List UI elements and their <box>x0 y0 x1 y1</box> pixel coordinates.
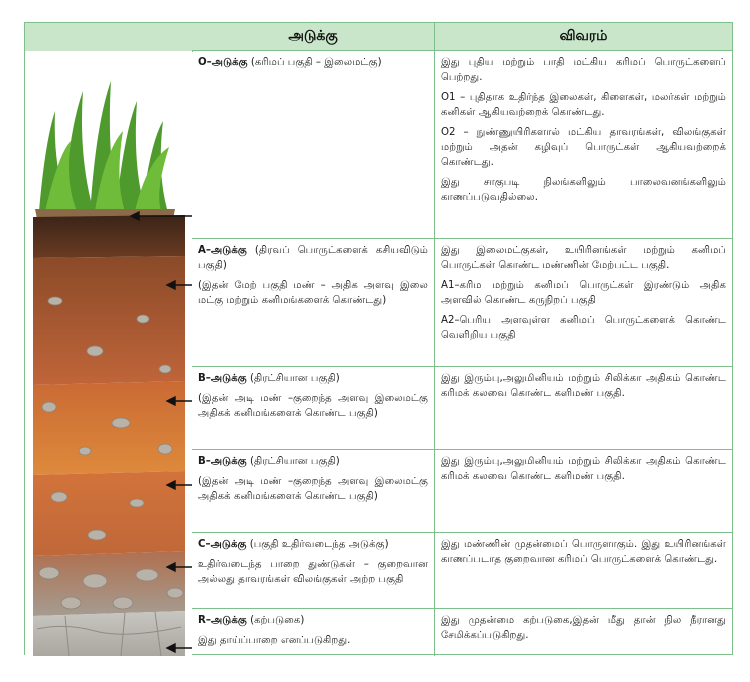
description-paragraph: O1 – புதிதாக உதிர்ந்த இலைகள், கிளைகள், மலர்கள் மற்றும் கனிகள் ஆகியவற்றைக் கொண்டது. <box>441 92 726 118</box>
header-description: விவரம் <box>435 23 732 51</box>
row-r-horizon <box>192 609 732 656</box>
description-cell <box>435 51 732 238</box>
description-paragraph: A1–கரிம மற்றும் கனிமப் பொருட்கள் இரண்டும் அதிக அளவில் கொண்ட கருநிறப் பகுதி <box>441 280 726 306</box>
layer-detail: இது தாய்ப்பாறை எனப்படுகிறது. <box>198 635 351 646</box>
description-paragraph: இது புதிய மற்றும் பாதி மட்கிய கரிமப் பொருட்களைப் பெற்றது. <box>441 57 726 83</box>
layer-subtitle: (கரிமப் பகுதி – இலைமட்கு) <box>247 57 382 68</box>
layer-name: A–அடுக்கு <box>198 245 247 256</box>
layer-name: R–அடுக்கு <box>198 615 247 626</box>
row-b-horizon-upper <box>192 367 732 450</box>
row-o-horizon <box>192 51 732 239</box>
soil-profile-illustration <box>25 51 192 656</box>
layer-cell <box>192 239 435 366</box>
layer-subtitle: (திரவப் பொருட்களைக் கசியவிடும் பகுதி) <box>198 245 428 271</box>
o-horizon <box>33 215 185 258</box>
layer-detail: (இதன் அடி மண் –குறைந்த அளவு இலைமட்கு அதிகக் கனிமங்களைக் கொண்ட பகுதி) <box>198 476 428 502</box>
layer-name: C–அடுக்கு <box>198 539 247 550</box>
layer-cell <box>192 533 435 608</box>
layer-subtitle: (திரட்சியான பகுதி) <box>246 373 340 384</box>
row-c-horizon <box>192 533 732 609</box>
row-b-horizon-lower <box>192 450 732 533</box>
c-horizon <box>33 551 185 616</box>
description-paragraph: இது சாகுபடி நிலங்களிலும் பாலைவனங்களிலும் காணப்படுவதில்லை. <box>441 177 726 203</box>
layer-cell <box>192 450 435 532</box>
layer-detail: (இதன் மேற் பகுதி மண் – அதிக அளவு இலை மட்கு மற்றும் கனிமங்களைக் கொண்டது) <box>198 280 428 306</box>
row-a-horizon <box>192 239 732 367</box>
layer-detail: (இதன் அடி மண் –குறைந்த அளவு இலைமட்கு அதிகக் கனிமங்களைக் கொண்ட பகுதி) <box>198 393 428 419</box>
description-cell <box>435 367 732 449</box>
layer-name: B–அடுக்கு <box>198 373 247 384</box>
description-cell <box>435 450 732 532</box>
description-cell <box>435 533 732 608</box>
layer-cell <box>192 51 435 238</box>
b-horizon-upper <box>33 381 185 475</box>
layer-name: B–அடுக்கு <box>198 456 247 467</box>
description-cell <box>435 239 732 366</box>
header-blank-cell <box>25 23 193 52</box>
layer-detail: உதிர்வடைந்த பாறை துண்டுகள் – குறைவான அல்லது தாவரங்கள் விலங்குகள் அற்ற பகுதி <box>198 559 428 585</box>
layer-subtitle: (திரட்சியான பகுதி) <box>246 456 340 467</box>
description-paragraph: இது இரும்பு,அலுமினியம் மற்றும் சிலிக்கா அதிகம் கொண்ட கரிமக் கலவை கொண்ட களிமண் பகுதி. <box>441 373 726 399</box>
layer-name: O–அடுக்கு <box>198 57 248 68</box>
header-layer: அடுக்கு <box>192 23 435 51</box>
description-paragraph: A2–பெரிய அளவுள்ள கனிமப் பொருட்களைக் கொண்ட வெளிறிய பகுதி <box>441 315 726 341</box>
b-horizon-lower <box>33 471 185 556</box>
layer-subtitle: (கற்படுகை) <box>246 615 305 626</box>
description-paragraph: இது இலைமட்குகள், உயிரினங்கள் மற்றும் கனிமப் பொருட்கள் கொண்ட மண்ணின் மேற்பட்ட பகுதி. <box>441 245 726 271</box>
description-paragraph: O2 – நுண்ணுயிரிகளால் மட்கிய தாவரங்கள், விலங்குகள் மற்றும் அதன் கழிவுப் பொருட்கள் ஆகியவற்றைக் கொண்டது. <box>441 127 726 168</box>
description-paragraph: இது முதன்மை கற்படுகை,இதன் மீது தான் நில நீரானது சேமிக்கப்படுகிறது. <box>441 615 726 641</box>
layer-cell <box>192 609 435 656</box>
layer-subtitle: (பகுதி உதிர்வடைந்த அடுக்கு) <box>246 539 389 550</box>
layer-cell <box>192 367 435 449</box>
description-paragraph: இது மண்ணின் முதன்மைப் பொருளாகும். இது உயிரினங்கள் காணப்படாத குறைவான கரிமப் பொருட்களைக் கொண்டது. <box>441 539 726 565</box>
description-cell <box>435 609 732 656</box>
description-paragraph: இது இரும்பு,அலுமினியம் மற்றும் சிலிக்கா அதிகம் கொண்ட கரிமக் கலவை கொண்ட களிமண் பகுதி. <box>441 456 726 482</box>
soil-profile-table <box>24 22 733 655</box>
